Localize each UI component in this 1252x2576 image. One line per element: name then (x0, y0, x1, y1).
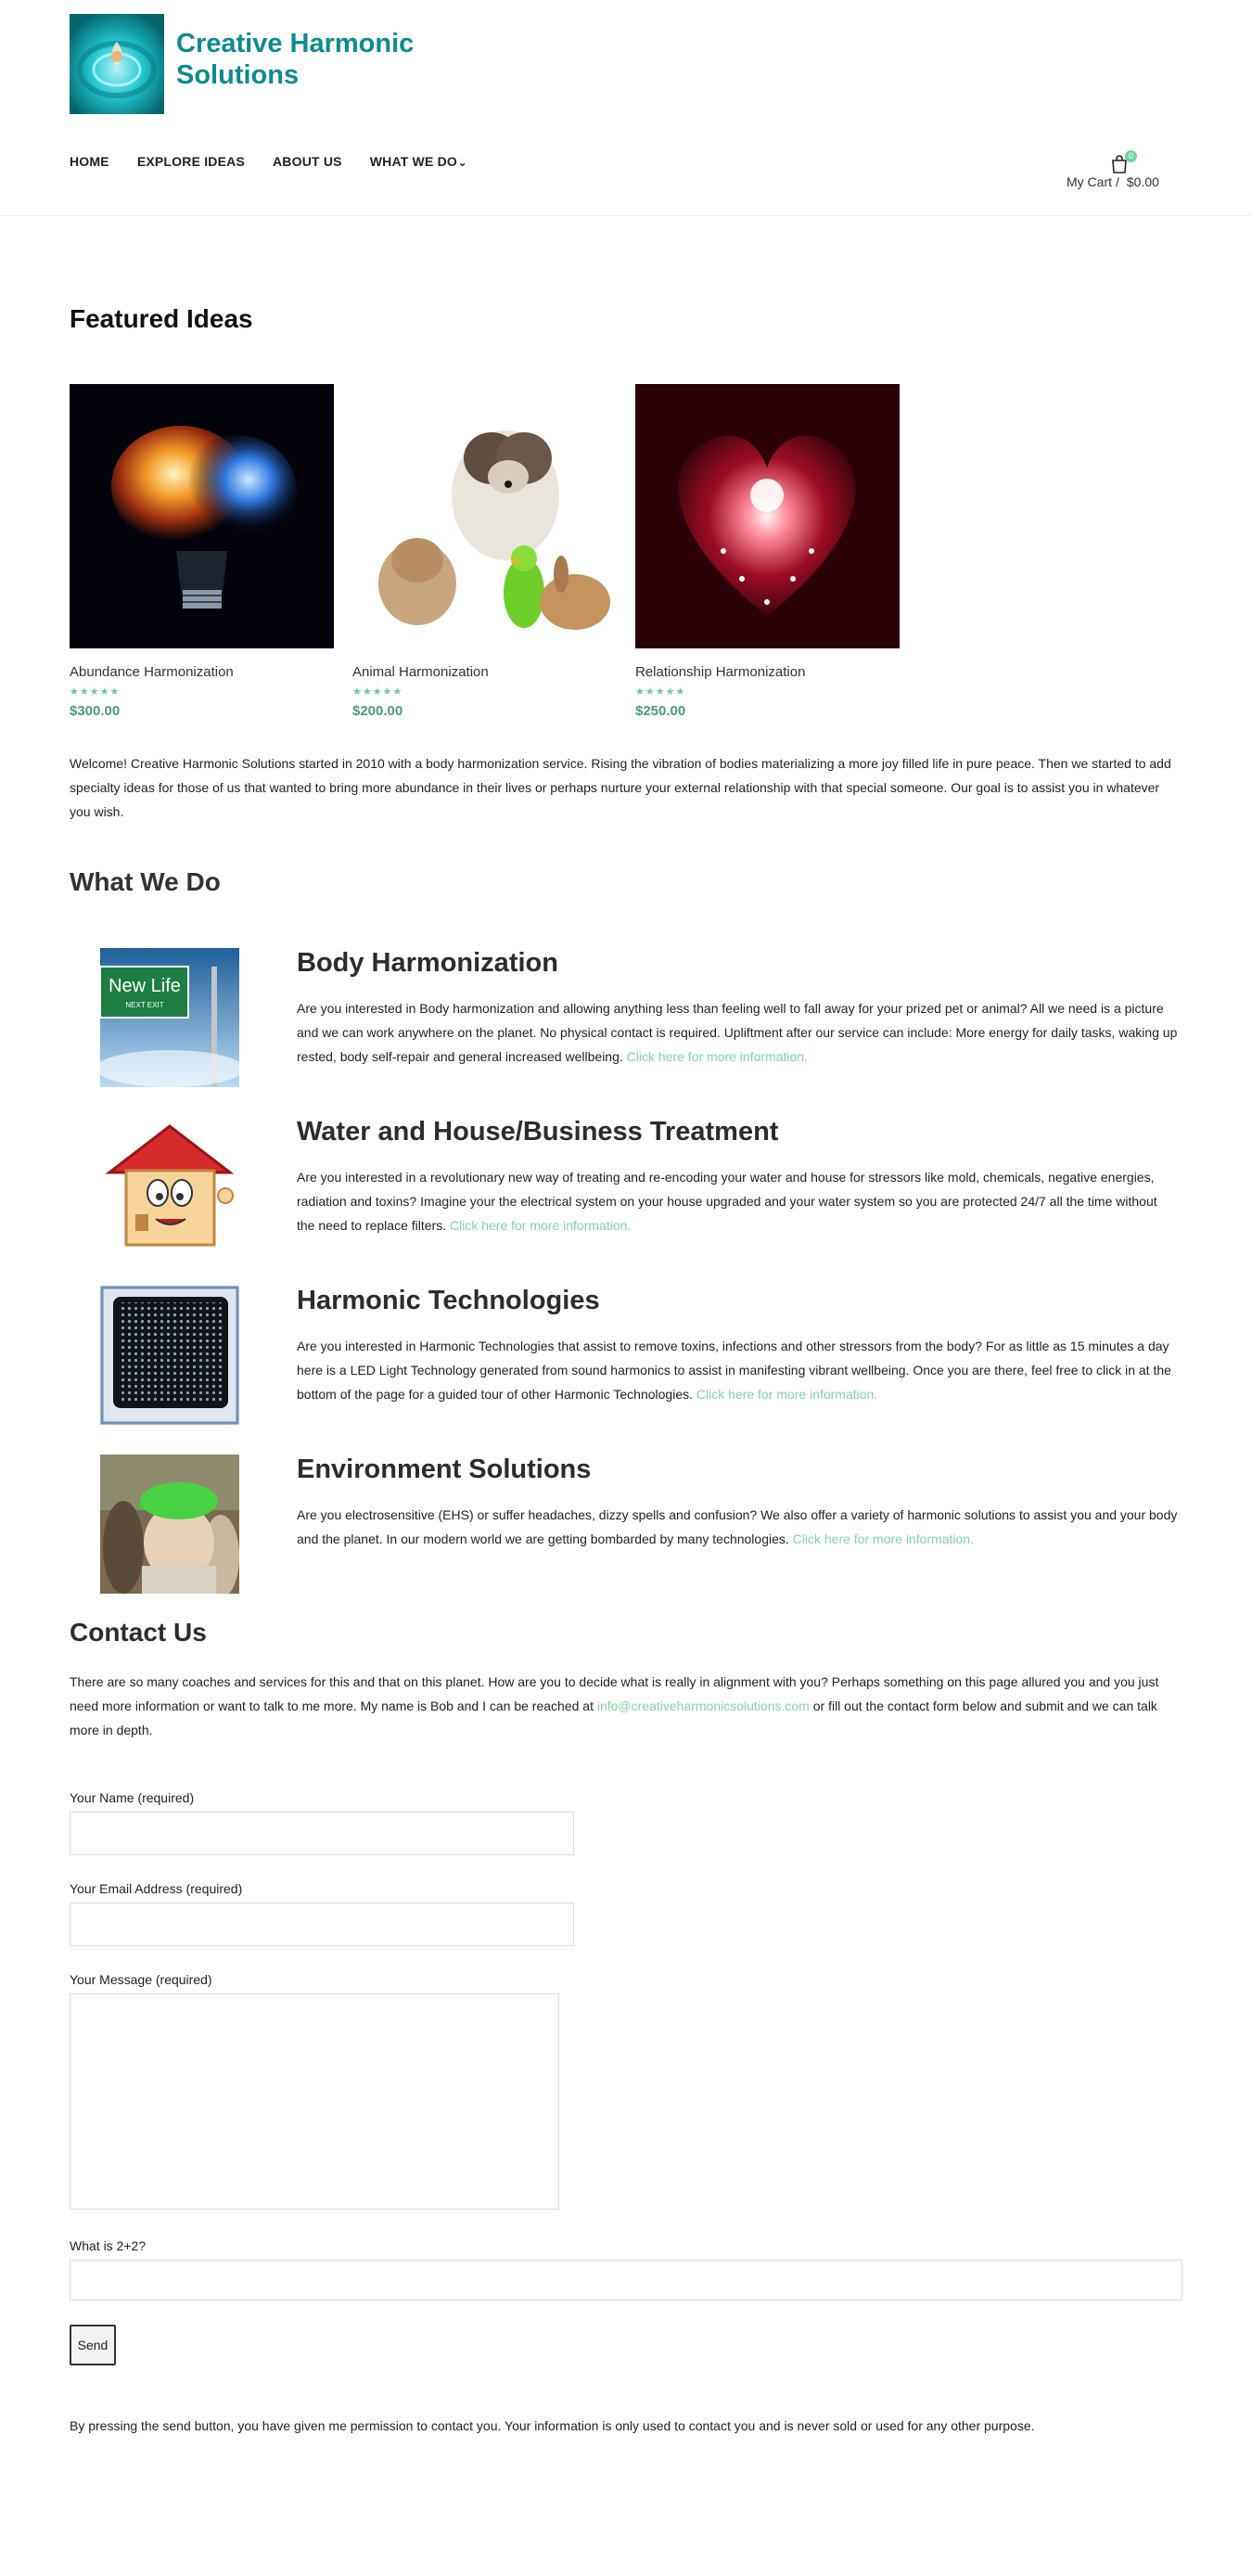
nav-what-we-do[interactable] (370, 154, 467, 169)
product-card (352, 384, 617, 719)
service-title: Environment Solutions (297, 1455, 592, 1484)
star-rating-icon: ★★★★★ (70, 686, 121, 698)
email-label: Your Email Address (required) (70, 1881, 243, 1896)
message-label: Your Message (required) (70, 1972, 212, 1987)
captcha-field[interactable] (70, 2260, 1182, 2300)
service-image-green-cap (100, 1455, 239, 1594)
main-nav (70, 154, 494, 169)
product-name[interactable]: Animal Harmonization (352, 664, 489, 680)
product-image-abundance[interactable] (70, 384, 334, 648)
service-description (297, 1165, 1178, 1237)
featured-heading: Featured Ideas (70, 304, 253, 333)
email-field[interactable] (70, 1903, 574, 1946)
name-label: Your Name (required) (70, 1790, 195, 1805)
more-info-link[interactable]: Click here for more information. (450, 1218, 632, 1233)
captcha-label: What is 2+2? (70, 2238, 147, 2253)
site-title[interactable]: Creative Harmonic Solutions (176, 29, 415, 90)
product-price: $250.00 (635, 703, 686, 719)
sign-title: New Life (109, 976, 181, 996)
service-description (297, 1503, 1178, 1551)
service-image-house (100, 1117, 239, 1256)
service-image-new-life (100, 948, 239, 1087)
nav-explore-ideas[interactable]: EXPLORE IDEAS (136, 154, 245, 169)
star-rating-icon: ★★★★★ (635, 686, 686, 698)
contact-intro-text: There are so many coaches and services for this and that on this planet. How are you to decide what is really in alignment with you? Perhaps something on this page allured you and you just need more information or want to talk to me more. My name is Bob and I can be reached at (70, 1674, 1159, 1713)
product-name[interactable]: Abundance Harmonization (70, 664, 234, 680)
service-title: Body Harmonization (297, 948, 558, 978)
service-description-text: Are you interested in Harmonic Technologies that assist to remove toxins, infections and other stressors from the body? For as little as 15 minutes a day here is a LED Light Technology generated from sound harmonics to assist in manifesting vibrant wellbeing. Once you are there, feel free to click in at the bottom of the page for a guided tour of other Harmonic Technologies. (297, 1339, 1171, 1402)
name-field[interactable] (70, 1812, 574, 1855)
service-description (297, 996, 1178, 1069)
product-price: $200.00 (352, 703, 403, 719)
sign-subtitle: NEXT EXIT (125, 1001, 164, 1009)
product-card (635, 384, 900, 719)
more-info-link[interactable]: Click here for more information. (626, 1049, 808, 1064)
send-button[interactable]: Send (70, 2325, 116, 2365)
message-field[interactable] (70, 1993, 559, 2210)
product-card (70, 384, 334, 719)
contact-disclaimer: By pressing the send button, you have given me permission to contact you. Your information is only used to contact you and is never sold or used for any other purpose. (70, 2418, 1035, 2433)
service-title: Harmonic Technologies (297, 1286, 600, 1315)
product-image-relationship[interactable] (635, 384, 900, 648)
cart-label: My Cart (1067, 174, 1112, 189)
site-header (0, 0, 1252, 216)
service-description (297, 1334, 1178, 1406)
service-title: Water and House/Business Treatment (297, 1117, 779, 1147)
nav-what-we-do-label: WHAT WE DO (369, 154, 457, 169)
service-description-text: Are you electrosensitive (EHS) or suffer headaches, dizzy spells and confusion? We also offer a variety of harmonic solutions to assist you and your body and the planet. In our modern world we are getting bombarded by many technologies. (297, 1507, 1178, 1546)
cart-count-badge: 0 (1125, 150, 1137, 162)
service-description-text: Are you interested in Body harmonization and allowing anything less than feeling well to fall away for your prized pet or animal? All we need is a picture and we can work anywhere on the planet. No physical contact is required. Upliftment after our service can include: More energy for daily tasks, waking up rested, body self-repair and general increased wellbeing. (297, 1001, 1178, 1064)
contact-intro (70, 1670, 1182, 1742)
nav-home[interactable]: HOME (70, 154, 109, 169)
service-description-text: Are you interested in a revolutionary new way of treating and re-encoding your water and house for stressors like mold, chemicals, negative energies, radiation and toxins? Imagine your the electrical system on your house upgraded and your water system so you are protected 24/7 all the time without the need to replace filters. (297, 1170, 1157, 1233)
product-image-animal[interactable] (352, 384, 617, 648)
more-info-link[interactable]: Click here for more information. (696, 1387, 878, 1402)
contact-email-link[interactable]: info@creativeharmonicsolutions.com (596, 1698, 810, 1713)
product-name[interactable]: Relationship Harmonization (635, 664, 806, 680)
what-we-do-heading: What We Do (70, 867, 221, 896)
service-image-led-panel (100, 1286, 239, 1425)
cart-separator: / (1116, 174, 1119, 189)
cart-summary[interactable] (1067, 174, 1159, 189)
product-price: $300.00 (70, 703, 121, 719)
welcome-text: Welcome! Creative Harmonic Solutions started in 2010 with a body harmonization service. Rising the vibration of bodies materializing a more joy filled life in pure peace. Then we started to add specialty ideas for those of us that wanted to bring more abundance in their lives or perhaps nurture your external relationship with that special someone. Our goal is to assist you in whatever you wish. (70, 756, 1171, 819)
chevron-down-icon: ⌄ (458, 158, 467, 169)
star-rating-icon: ★★★★★ (352, 686, 403, 698)
cart-total: $0.00 (1126, 174, 1159, 189)
contact-heading: Contact Us (70, 1618, 207, 1647)
product-list (70, 384, 918, 719)
contact-intro-text-end: or fill out the contact form below and submit and we can talk more in depth. (70, 1698, 1157, 1737)
nav-about-us[interactable]: ABOUT US (273, 154, 342, 169)
site-logo[interactable] (70, 14, 164, 114)
more-info-link[interactable]: Click here for more information. (792, 1532, 974, 1546)
